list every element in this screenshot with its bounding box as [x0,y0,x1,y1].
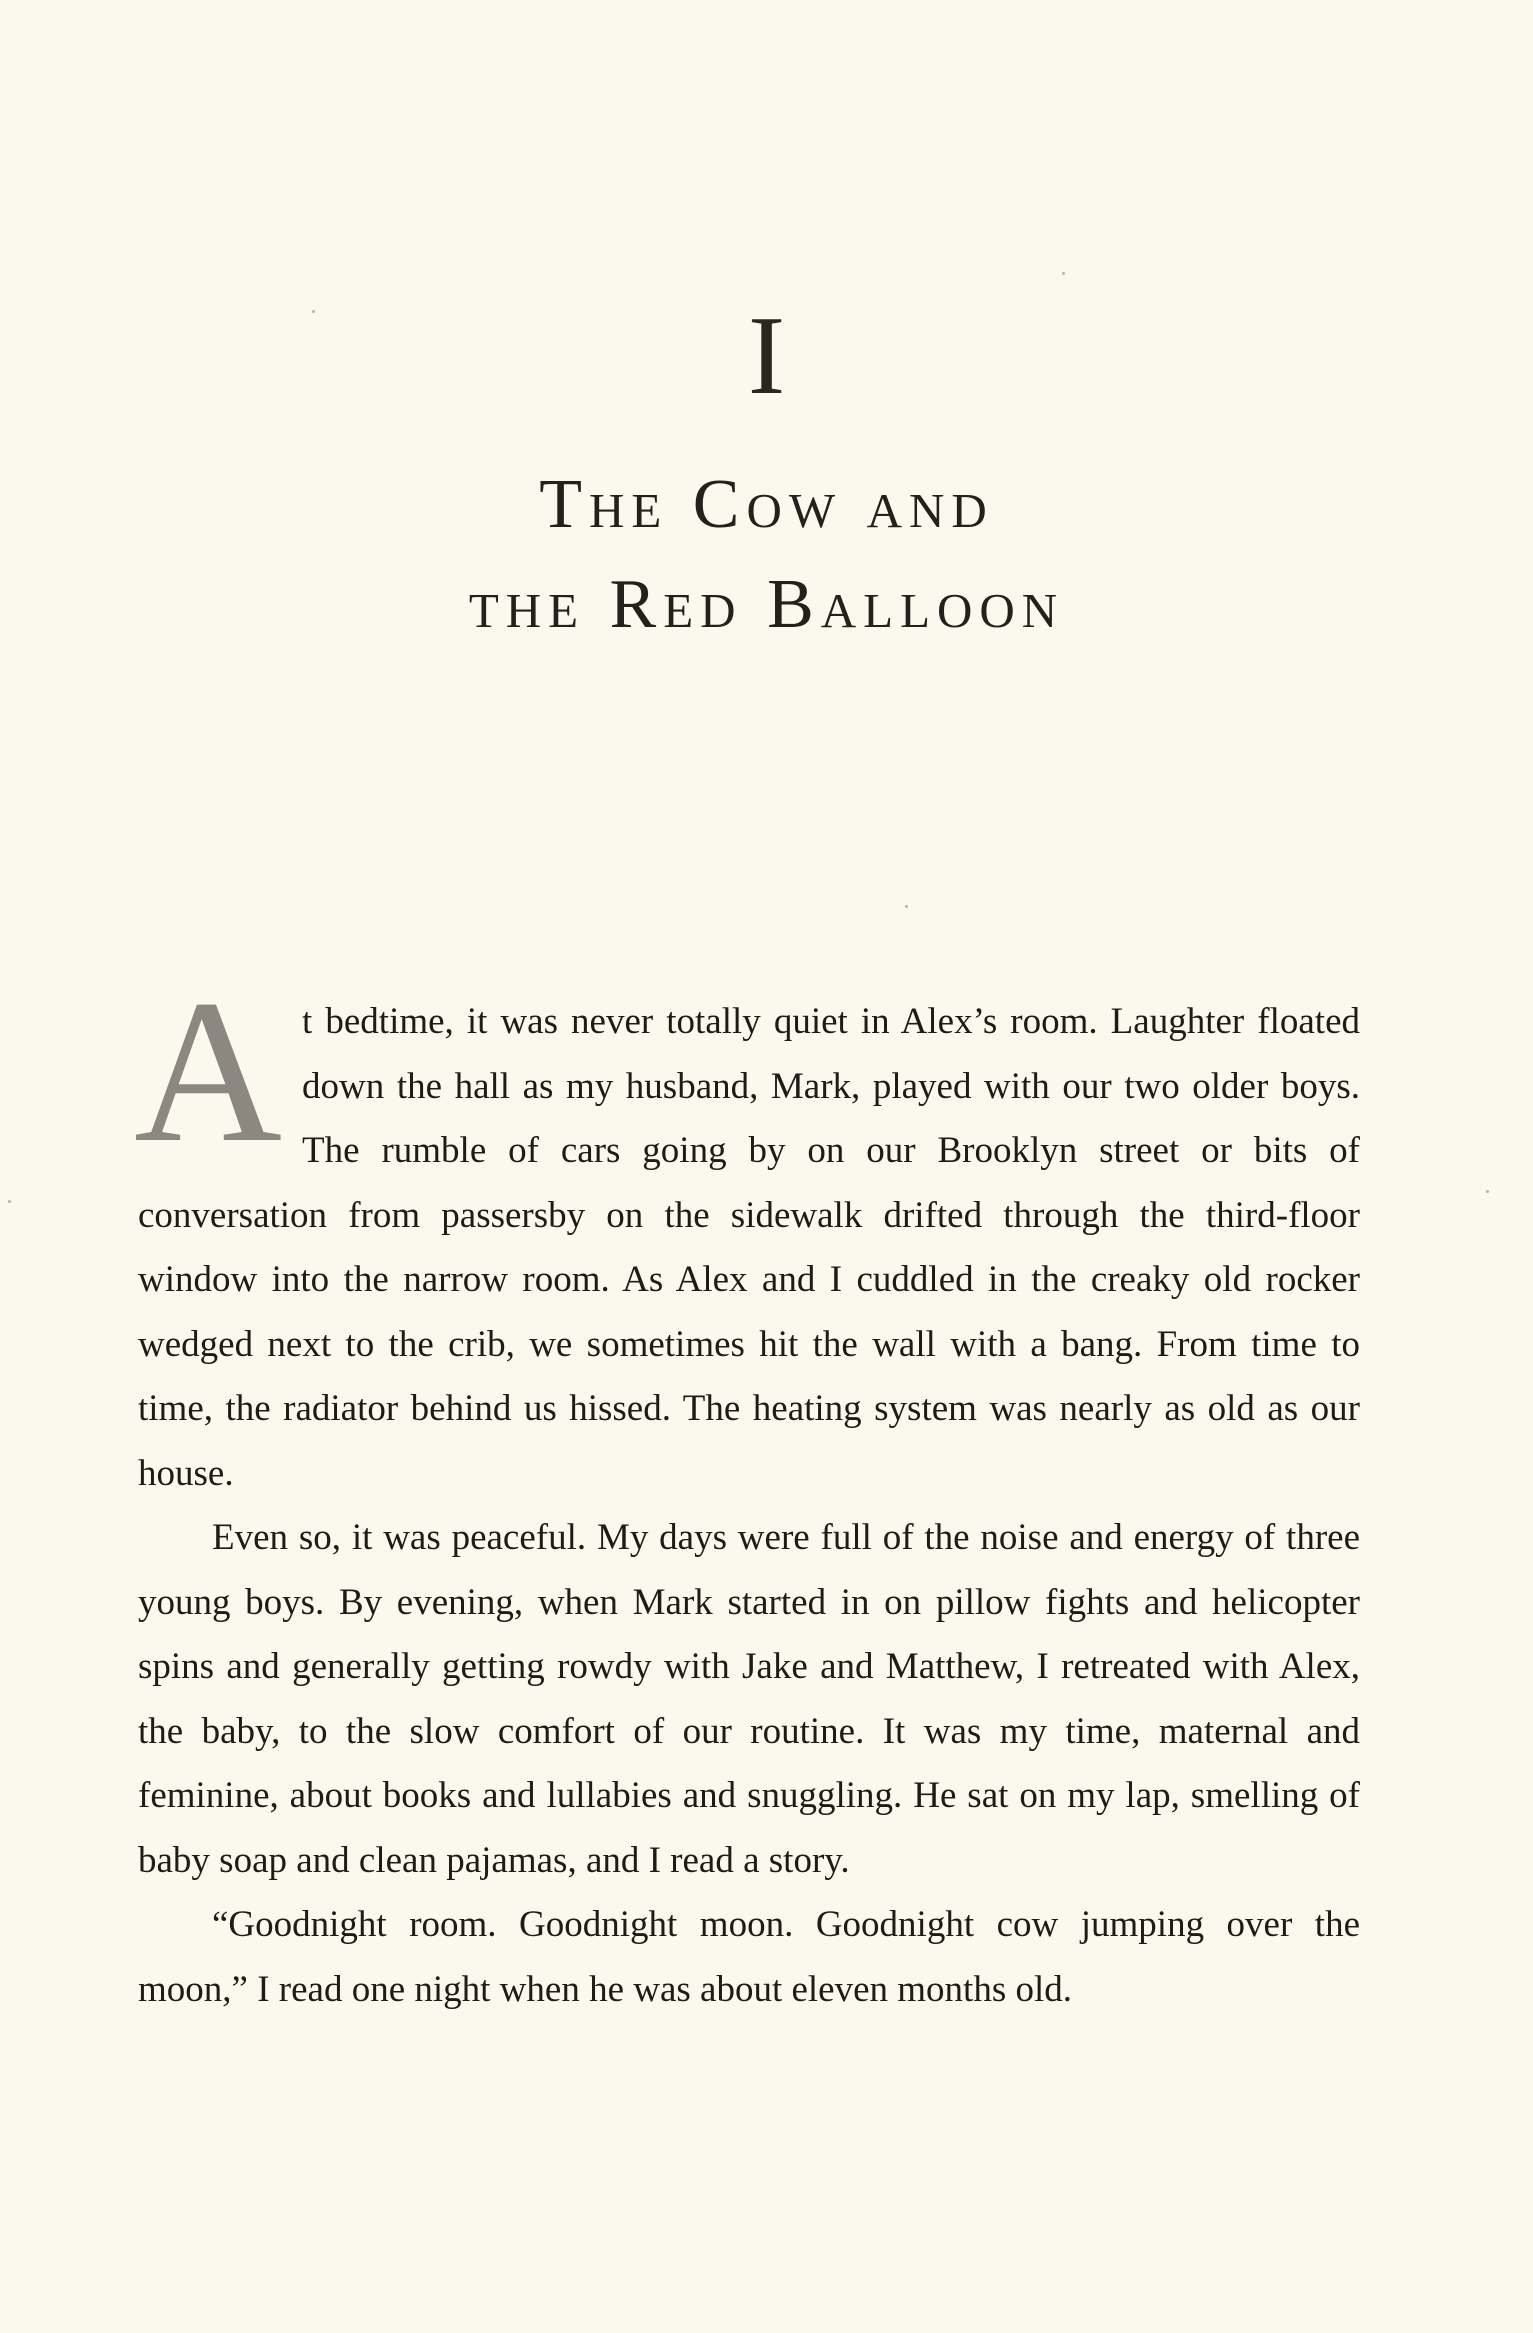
chapter-title-line-1: The Cow and [539,466,994,543]
paper-speck [905,905,908,908]
paragraph-1-text: t bedtime, it was never totally quiet in Alex’s room. Laughter floated down the hall as my husband, Mark, played with our two older boys. The rumble of cars going by on our Brooklyn street or bits of conversation from passersby on the sidewalk drifted through the third-floor window into the narrow room. As Alex and I cuddled in the creaky old rocker wedged next to the crib, we sometimes hit the wall with a bang. From time to time, the radiator behind us hissed. The heating system was nearly as old as our house. [138,1001,1360,1494]
body-text [134,958,1360,2022]
paragraph-2: Even so, it was peaceful. My days were full of the noise and energy of three young boys. By evening, when Mark started in on pillow fights and helicopter spins and generally getting rowdy with Jake and Matthew, I retreated with Alex, the baby, to the slow comfort of our routine. It was my time, maternal and feminine, about books and lullabies and snuggling. He sat on my lap, smelling of baby soap and clean pajamas, and I read a story. [138,1517,1360,1881]
paper-speck [1062,272,1065,275]
paragraph-3: “Goodnight room. Goodnight moon. Goodnight cow jumping over the moon,” I read one night when he was about eleven months old. [138,1904,1360,2010]
paragraph-1 [134,958,1360,1506]
chapter-title [0,455,1533,655]
paper-speck [312,310,315,313]
paper-speck [8,1200,11,1203]
paper-speck [1486,1190,1489,1193]
chapter-number: I [747,294,786,418]
drop-cap: A [134,958,283,1185]
chapter-title-line-2: the Red Balloon [468,566,1065,643]
